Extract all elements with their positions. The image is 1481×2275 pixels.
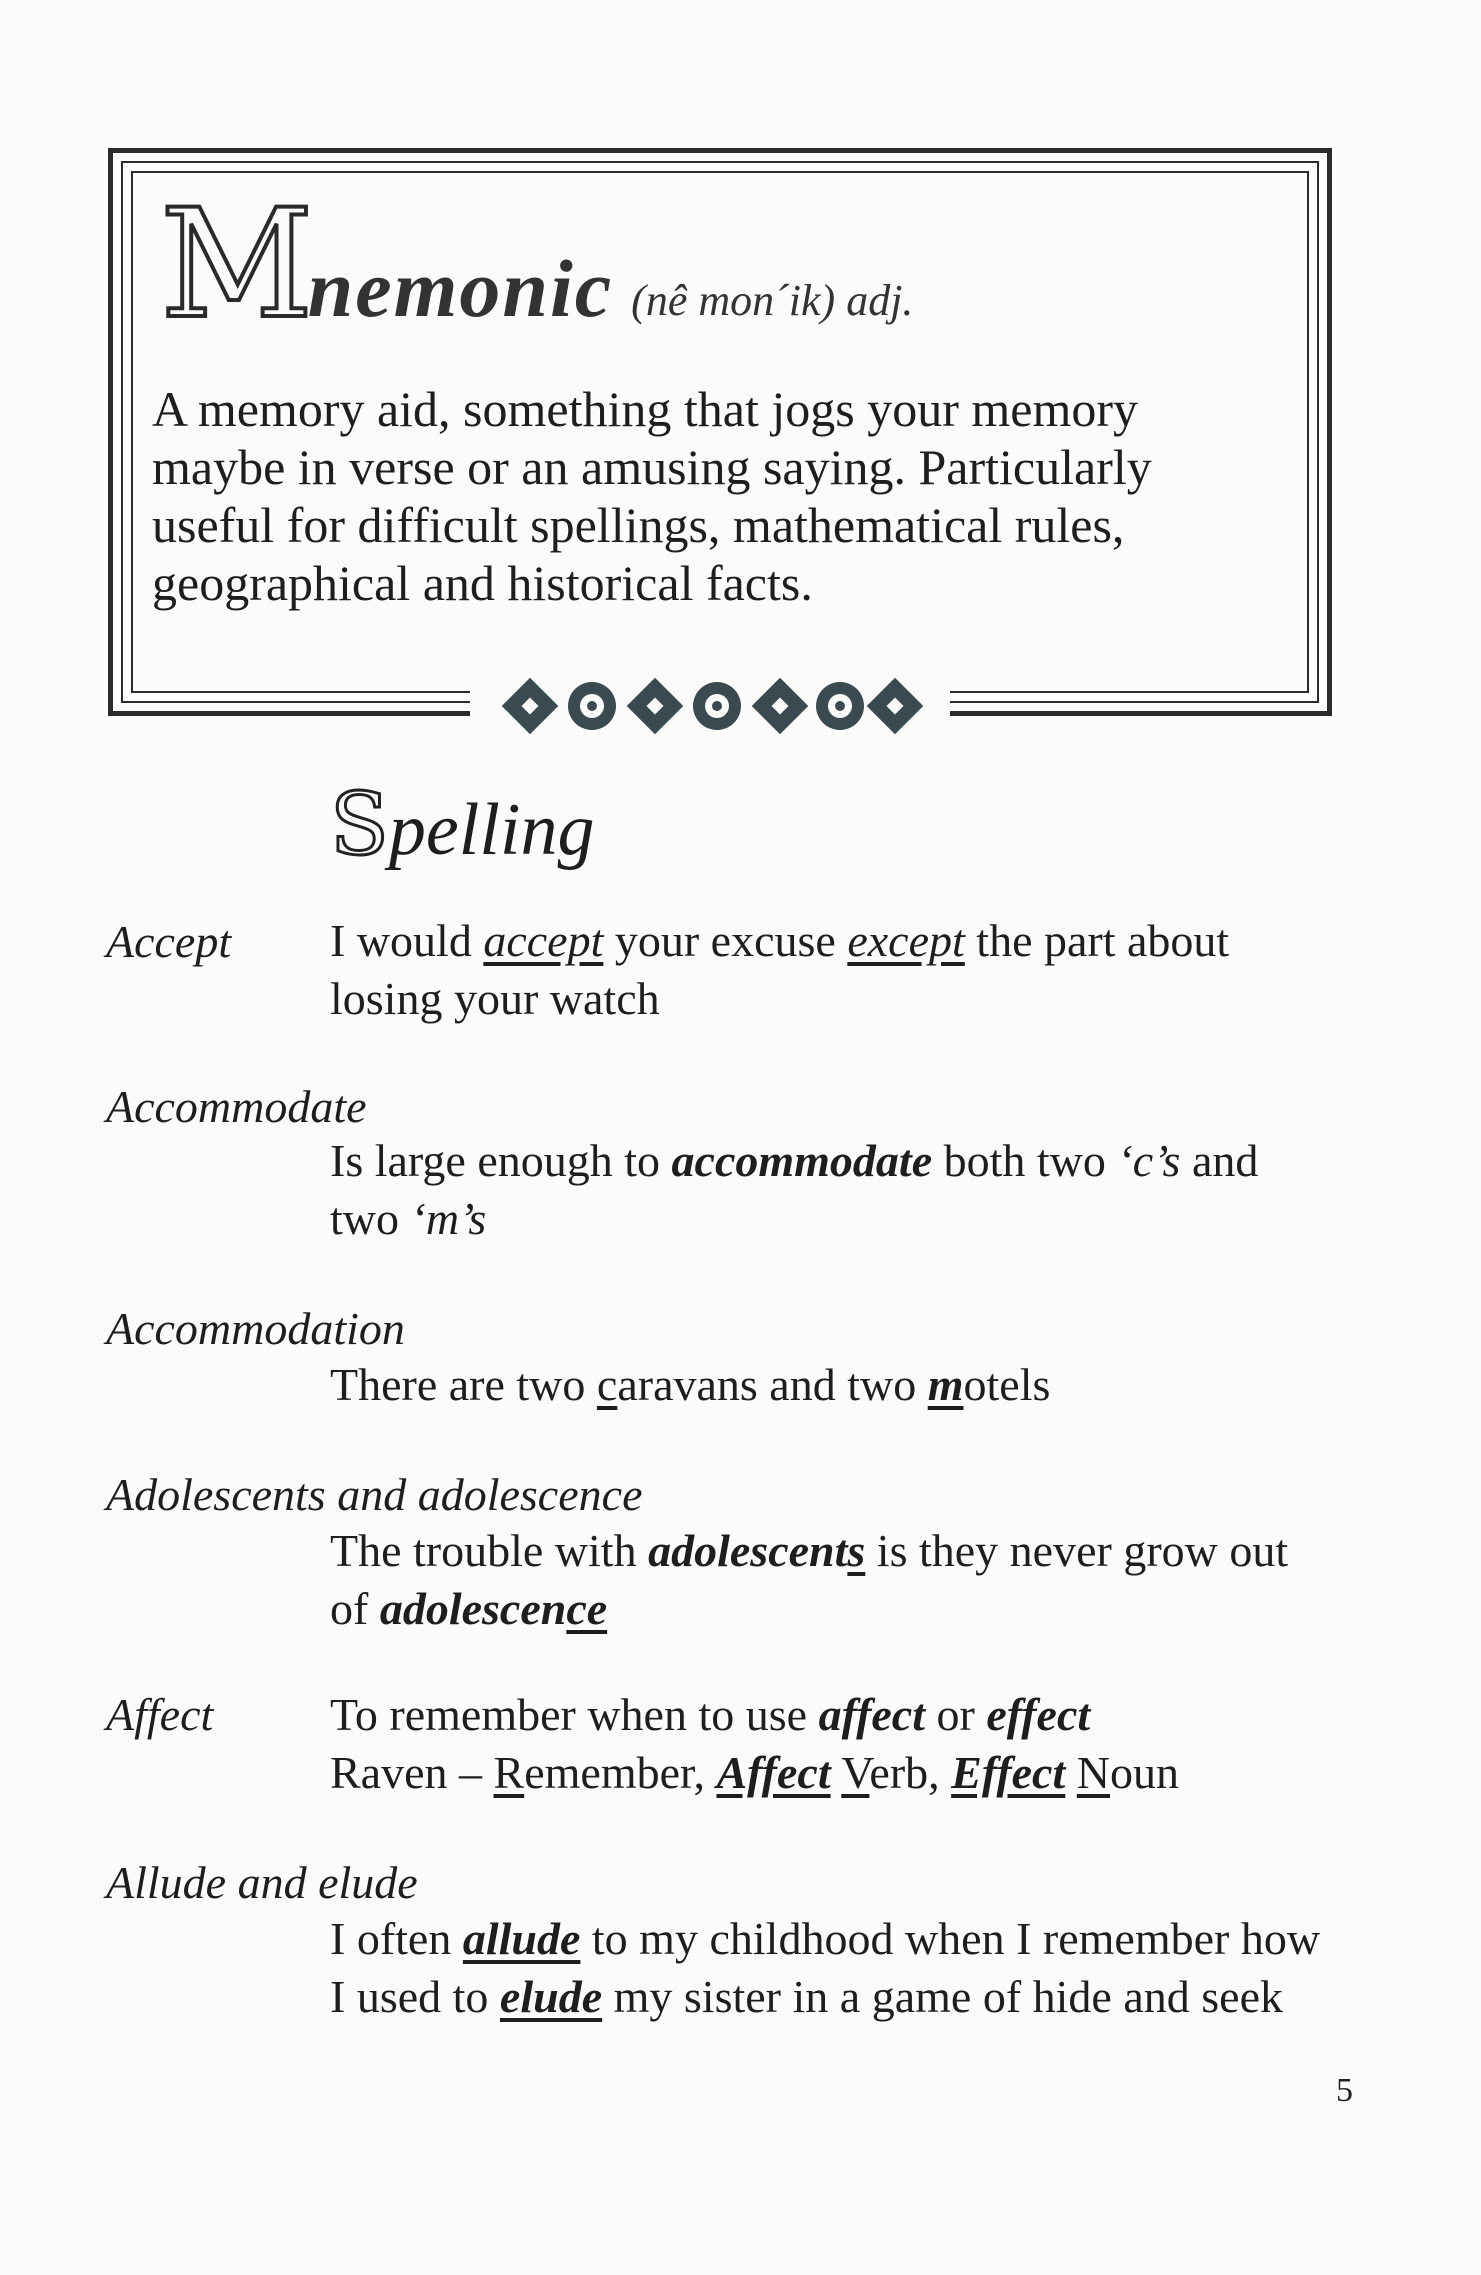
entry-text-accommodation: There are two caravans and two motels [330,1359,1051,1410]
section-title [330,775,594,875]
entry-term-accommodation: Accommodation [106,1303,405,1354]
entry-text-affect: To remember when to use affect or effect Raven – Remember, Affect Verb, Effect Noun [330,1689,1179,1798]
diamond-star-ornament-icon [490,671,930,741]
entry-term-adolescents: Adolescents and adolescence [106,1469,643,1520]
definition-text: A memory aid, something that jogs your memory maybe in verse or an amusing saying. Particularly useful for difficult spellings, mathematical rules, geographical and historical facts. [152,381,1152,611]
entry-text-allude: I often allude to my childhood when I remember how I used to elude my sister in a game of hide and seek [330,1913,1321,2022]
page-number: 5 [1336,2072,1353,2109]
entry-text-adolescents: The trouble with adolescents is they never grow out of adolescence [330,1525,1289,1634]
headword [160,178,1280,352]
entry-term-affect: Affect [106,1689,214,1740]
entry-term-accommodate: Accommodate [106,1081,367,1132]
entry-text-accept: I would accept your excuse except the part about losing your watch [330,915,1230,1024]
entry-term-allude: Allude and elude [106,1857,418,1908]
entry-term-accept: Accept [106,916,232,967]
pronunciation: (nê mon´ik) adj. [631,276,914,325]
headword-rest: nemonic [307,243,614,334]
section-title-rest: pelling [388,789,595,871]
entry-text-accommodate: Is large enough to accommodate both two ‘c’s and two ‘m’s [330,1135,1259,1244]
section-initial: S [330,775,389,875]
headword-initial: M [160,178,308,352]
ornament-divider [470,668,950,744]
